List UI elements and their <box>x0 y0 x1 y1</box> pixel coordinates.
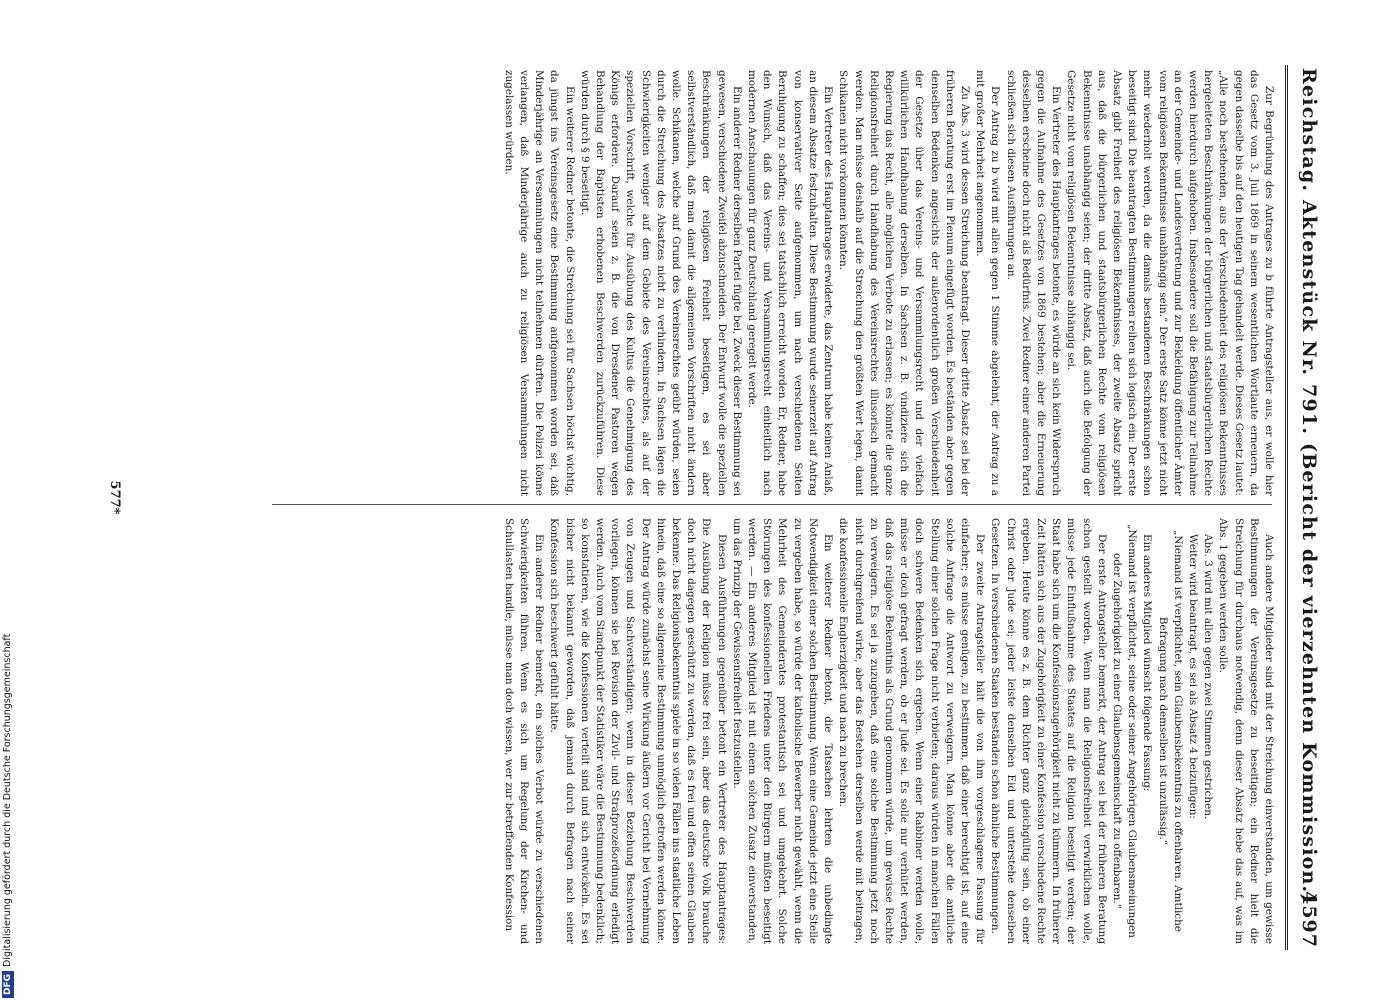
running-title: Reichstag. Aktenstück Nr. 791. (Bericht der vierzehnten Kommission.) <box>1298 68 1320 904</box>
paragraph: Ein weiterer Redner betont, die Tatsachen lehrten die unbedingte Notwendigkeit einer solchen Bestimmung. Wenn eine Gemeinde jetzt eine Stelle zu vergeben habe, so würde der katholische Bewerber nicht gewählt, wenn die Mehrheit des Gemeinderates protestantisch sei und umgekehrt. Solche Störungen des konfessionellen Friedens unter den Bürgern müßten beseitigt werden. — Ein anderes Mitglied ist mit einem solchen Zusatz einverstanden, um das Prinzip der Gewissensfreiheit festzustellen. <box>730 518 835 944</box>
dfg-credit <box>2 634 14 998</box>
digitization-credit: Digitalisierung gefördert durch die Deutsche Forschungsgemeinschaft <box>2 633 13 967</box>
sheet-mark: 577* <box>107 480 122 515</box>
paragraph: Abs. 3 wird mit allen gegen zwei Stimmen gestrichen. <box>1202 534 1215 820</box>
paragraph: Diesen Ausführungen gegenüber betont ein Vertreter des Hauptantrages: Die Ausübung der Religion müsse frei sein, aber das deutsche Volk brauche doch nicht dagegen geschützt zu werden, daß es frei und offen seinen Glauben bekenne. Das Religionsbekenntnis spiele in so vielen Fällen ins staatliche Leben hinein, daß eine so allgemeine Bestimmung unmöglich getroffen werden könne. Der Antrag würde zunächst seine Wirkung äußern vor Gericht bei Vernehmung von Zeugen und Sachverständigen; wenn in dieser Beziehung Beschwerden vorliegen, können sie bei Revision der Zivil- und Strafprozeßordnung erledigt werden. Auch vom Standpunkt der Statistiker wäre die Bestimmung bedenklich; so konstatieren, wie die Konfessionen verteilt sind und sich entwickeln. Es sei bisher nicht bekannt geworden, daß jemand durch Befragen nach seiner Konfession sich beschwert gefühlt hätte. <box>548 518 728 944</box>
page-header <box>1290 68 1324 948</box>
paragraph: „Niemand ist verpflichtet, sein Glaubensbekenntnis zu offenbaren. Amtliche Befragung nach demselben ist unzulässig.“ <box>1156 530 1184 932</box>
paragraph: Ein Vertreter des Hauptantrages erwiderte, das Zentrum habe keinen Anlaß, an diesem Absatze festzuhalten. Diese Bestimmung wurde seinerzeit auf Antrag von konservativer Seite aufgenommen, um nach verschiedenen Seiten Beruhigung zu schaffen; dies sei tatsächlich erreicht worden. Er, Redner, habe den Wunsch, daß das Vereins- und Versammlungsrecht einheitlich nach modernen Anschauungen für ganz Deutschland geregelt werde. <box>746 70 835 496</box>
paragraph: Der Antrag zu b wird mit allen gegen 1 Stimme abgelehnt, der Antrag zu a mit großer Mehrheit angenommen. <box>974 70 1002 496</box>
header-rule <box>1285 65 1288 950</box>
paragraph: Auch andere Mitglieder sind mit der Streichung einverstanden, um gewisse Bestimmungen der Vereinsgesetze zu beseitigen; ein Redner hielt die Streichung für durchaus notwendig, denn dieser Absatz hebe das auf, was im Abs. 1 gegeben werden solle. <box>1217 518 1275 944</box>
paragraph: Ein anderer Redner bemerkt, ein solches Verbot würde zu verschiedenen Schwierigkeiten führen. Wenn es sich um Regelung der Kirchen- und Schullasten handle, müsse man doch wissen, wer zur betreffenden Konfession <box>502 518 546 944</box>
paragraph: Weiter wird beantragt, es sei als Absatz 4 beizufügen: <box>1186 534 1199 819</box>
paragraph: Der erste Antragsteller bemerkt, der Antrag sei bei der früheren Beratung schon gestellt worden. Wenn man die Religionsfreiheit verwirklichen wolle, müsse jede Einflußnahme des Staates auf die Religion beseitigt werden; der Staat habe sich um die Konfessionszugehörigkeit nicht zu kümmern. In früherer Zeit hätten sich aus der Zugehörigkeit zu einer Konfession verschiedene Rechte ergeben. Heute könne es z. B. dem Richter ganz gleichgültig sein, ob einer Christ oder Jude sei; jeder leiste denselben Eid und unterstehe denselben Gesetzen. In verschiedenen Staaten beständen schon ähnliche Bestimmungen. <box>989 518 1108 944</box>
paragraph: Ein anderer Redner derselben Partei fügte bei, Zweck dieser Bestimmung sei gewesen, verschiedene Zweifel abzuschneiden. Der Entwurf wolle die speziellen Beschränkungen der religiösen Freiheit beseitigen, es sei aber selbstverständlich, daß man damit die allgemeinen Vorschriften nicht ändern wolle. Schikanen, welche auf Grund des Vereinsrechtes geübt würden, seien durch die Streichung des Absatzes nicht zu verhindern. In Sachsen lägen die Schwierigkeiten weniger auf dem Gebiete des Vereinsrechtes, als auf der speziellen Vorschrift, welche für Ausübung des Kultus die Genehmigung des Königs erfordere. Darauf seien z. B. die von Dresdener Pastoren wegen Behandlung der Baptisten erhobenen Beschwerden zurückzuführen. Diese würden durch § 9 beseitigt. <box>578 70 743 496</box>
paragraph: Zu Abs. 3 wird dessen Streichung beantragt. Dieser dritte Absatz sei bei der früheren Beratung erst im Plenum eingefügt worden. Es beständen aber gegen denselben Bedenken angesichts der außerordentlich großen Verschiedenheit der Gesetze über das Vereins- und Versammlungsrecht und der vielfach willkürlichen Handhabung derselben. In Sachsen z. B. vindiziere sich die Regierung das Recht, alle möglichen Verbote zu erlassen; es könnte die ganze Religionsfreiheit durch Handhabung des Vereinsrechtes illusorisch gemacht werden. Man müsse deshalb auf die Streichung den größten Wert legen, damit Schikanen nicht vorkommen könnten. <box>837 70 971 496</box>
paragraph: Ein Vertreter des Hauptantrages betonte, es würde an sich kein Widerspruch gegen die Aufnahme des Gesetzes von 1869 bestehen; aber die Erneuerung desselben erscheine doch nicht als Bedürfnis. Zwei Redner einer anderen Partei schließen sich diesen Ausführungen an. <box>1004 70 1063 496</box>
paragraph: Zur Begründung des Antrages zu b führte Antragsteller aus, er wolle hier das Gesetz vom 3. Juli 1869 in seinem wesentlichen Wortlaute erneuern, da gegen dasselbe bis auf den heutigen Tag gehandelt werde. Dieses Gesetz lautet: „Alle noch bestehenden, aus der Verschiedenheit des religiösen Bekenntnisses hergeleiteten Beschränkungen der bürgerlichen und staatsbürgerlichen Rechte werden hierdurch aufgehoben. Insbesondere soll die Befähigung zur Teilnahme an der Gemeinde- und Landesvertretung und zur Bekleidung öffentlicher Ämter vom religiösen Bekenntnisse unabhängig sein.“ Der erste Satz könne jetzt nicht mehr wiederholt werden, da die damals bestandenen Beschränkungen schon beseitigt sind. Die beantragten Bestimmungen reihen sich logisch ein: Der erste Absatz gibt Freiheit des religiösen Bekenntnisses, der zweite Absatz spricht aus, daß die bürgerlichen und staatsbürgerlichen Rechte vom religiösen Bekenntnisse unabhängig seien; der dritte Absatz, daß auch die Befolgung der Gesetze nicht vom religiösen Bekenntnisse abhängig sei. <box>1065 70 1275 496</box>
right-column <box>136 518 1276 944</box>
page-number: 4597 <box>1298 891 1320 948</box>
dfg-logo: DFG <box>2 971 14 998</box>
column-divider <box>272 504 1272 505</box>
paragraph: Ein weiterer Redner betonte, die Streichung sei für Sachsen höchst wichtig, da jüngst ins Vereinsgesetz eine Bestimmung aufgenommen worden sei, daß Minderjährige an Versammlungen nicht teilnehmen dürften. Die Polizei könne verlangen, daß Minderjährige auch zu religiösen Versammlungen nicht zugelassen würden. <box>502 70 576 496</box>
rotated-document-page <box>82 10 1332 985</box>
left-column <box>136 70 1276 496</box>
paragraph: Ein anderes Mitglied wünscht folgende Fassung: <box>1141 534 1154 792</box>
paragraph: „Niemand ist verpflichtet, seine oder seiner Angehörigen Glaubensmeinungen oder Zugehörigkeit zu einer Glaubensgemeinschaft zu offenbaren.“ <box>1110 524 1139 938</box>
dfg-credit-strip <box>0 0 14 1000</box>
paragraph: Der zweite Antragsteller hält die von ihm vorgeschlagene Fassung für einfacher; es müsse genügen, zu bestimmen, daß einer berechtigt ist, auf eine solche Anfrage die Antwort zu verweigern. Man könne aber die amtliche Stellung einer solchen Frage nicht verbieten; daraus würden in manchen Fällen doch schwere Bedenken sich ergeben. Wenn einer Rabbiner werden wolle, müsse er doch gefragt werden, ob er Jude sei. Es solle nur verhütet werden, daß das religiöse Bekenntnis als Grund genommen würde, um gewisse Rechte zu verweigern. Es sei ja zuzugeben, daß eine solche Bestimmung jetzt noch nicht durchgreifend wirke, aber das Bestehen derselben werde mit beitragen, die konfessionelle Engherzigkeit und nach zu brechen. <box>837 518 987 944</box>
